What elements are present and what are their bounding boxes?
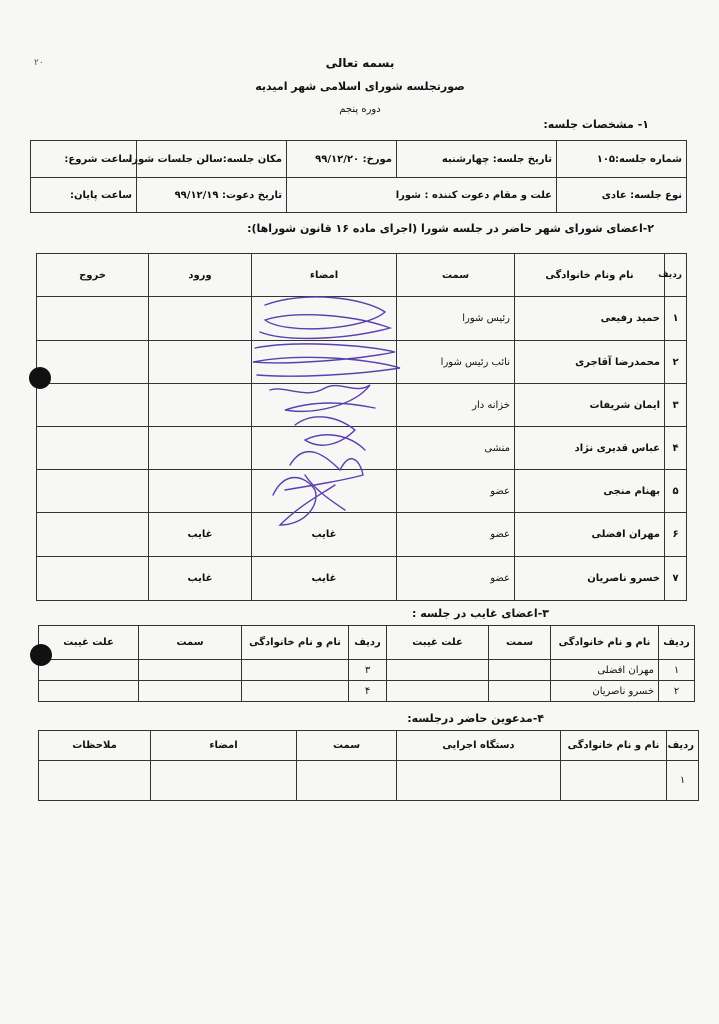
- attendee-row-num: ۱: [665, 297, 687, 341]
- attendees-header-name: نام ونام خانوادگی: [515, 254, 665, 297]
- invitees-table: [38, 730, 699, 801]
- invitee-cell: [39, 761, 151, 801]
- attendee-exit: [37, 557, 149, 601]
- attendee-name: محمدرضا آقاجری: [515, 341, 665, 384]
- attendee-role: منشی: [397, 427, 515, 470]
- section3-title: ۳-اعضای غایب در جلسه :: [411, 607, 549, 620]
- absentees-header-name-2: نام و نام خانوادگی: [242, 626, 349, 660]
- invitee-cell: [397, 761, 561, 801]
- attendee-name: حمید رفیعی: [515, 297, 665, 341]
- attendee-entry: [149, 470, 252, 513]
- attendee-exit: [37, 513, 149, 557]
- absentees-header-name: نام و نام خانوادگی: [551, 626, 659, 660]
- invitee-cell: ۱: [667, 761, 699, 801]
- absentee-cell: [387, 681, 489, 702]
- absentee-cell: [39, 681, 139, 702]
- attendee-name: ایمان شریفات: [515, 384, 665, 427]
- attendee-row-num: ۶: [665, 513, 687, 557]
- invitee-cell: [151, 761, 297, 801]
- attendee-row-num: ۲: [665, 341, 687, 384]
- invitees-header-notes: ملاحظات: [39, 731, 151, 761]
- attendees-header-role: سمت: [397, 254, 515, 297]
- session-location: مکان جلسه:سالن جلسات شورا: [137, 141, 287, 178]
- invitees-header-agency: دستگاه اجرایی: [397, 731, 561, 761]
- section4-title: ۴-مدعوین حاضر درجلسه:: [407, 712, 544, 725]
- invitee-row: [39, 761, 699, 801]
- attendee-sign: غایب: [252, 557, 397, 601]
- attendee-role: عضو: [397, 513, 515, 557]
- margin-mark: ٢٠: [34, 58, 44, 68]
- absentees-table: [38, 625, 695, 702]
- bismillah: بسمه تعالی: [325, 56, 395, 70]
- invitee-cell: [297, 761, 397, 801]
- invitees-header-name: نام و نام خانوادگی: [561, 731, 667, 761]
- attendee-role: عضو: [397, 470, 515, 513]
- term-label: دوره پنجم: [339, 104, 381, 115]
- attendee-name: بهنام منجی: [515, 470, 665, 513]
- absentees-header-role: سمت: [489, 626, 551, 660]
- invitees-header-sign: امضاء: [151, 731, 297, 761]
- handwritten-signatures: [245, 290, 405, 540]
- absentees-header-reason: علت غیبت: [387, 626, 489, 660]
- attendee-exit: [37, 384, 149, 427]
- absentee-cell: خسرو ناصریان: [551, 681, 659, 702]
- attendees-header-exit: خروج: [37, 254, 149, 297]
- invitee-cell: [561, 761, 667, 801]
- attendee-name: خسرو ناصریان: [515, 557, 665, 601]
- attendee-sign: غایب: [252, 513, 397, 557]
- attendee-exit: [37, 341, 149, 384]
- absentee-cell: ۳: [349, 660, 387, 681]
- attendee-name: مهران افضلی: [515, 513, 665, 557]
- attendee-role: نائب رئیس شورا: [397, 341, 515, 384]
- absentee-cell: ۲: [659, 681, 695, 702]
- absentees-header-row-num-2: ردیف: [349, 626, 387, 660]
- absentee-cell: [242, 660, 349, 681]
- attendee-row: [37, 557, 687, 601]
- attendees-header-row-num: ردیف: [665, 254, 687, 297]
- invite-date: تاریخ دعوت: ۹۹/۱۲/۱۹: [137, 178, 287, 213]
- session-inviter: علت و مقام دعوت کننده : شورا: [287, 178, 557, 213]
- absentee-row: [39, 681, 695, 702]
- absentee-cell: [139, 681, 242, 702]
- document-title: صورتجلسه شورای اسلامی شهر امیدیه: [255, 80, 465, 93]
- section1-title: ۱- مشخصات جلسه:: [543, 118, 649, 131]
- absentee-cell: [242, 681, 349, 702]
- attendee-entry: [149, 384, 252, 427]
- session-date: تاریخ جلسه: چهارشنبه: [397, 141, 557, 178]
- session-type: نوع جلسه: عادی: [557, 178, 687, 213]
- attendee-row-num: ۴: [665, 427, 687, 470]
- attendee-entry: [149, 427, 252, 470]
- punch-hole: [30, 644, 52, 666]
- attendee-role: رئیس شورا: [397, 297, 515, 341]
- attendee-row-num: ۷: [665, 557, 687, 601]
- section2-title: ۲-اعضای شورای شهر حاضر در جلسه شورا (اجرای ماده ۱۶ قانون شوراها):: [247, 222, 654, 235]
- attendees-header-entry: ورود: [149, 254, 252, 297]
- attendee-exit: [37, 470, 149, 513]
- attendee-entry: [149, 297, 252, 341]
- attendee-row-num: ۵: [665, 470, 687, 513]
- attendee-exit: [37, 297, 149, 341]
- session-number: شماره جلسه:۱۰۵: [557, 141, 687, 178]
- absentee-row: [39, 660, 695, 681]
- absentee-cell: [39, 660, 139, 681]
- attendee-entry: غایب: [149, 557, 252, 601]
- attendee-entry: [149, 341, 252, 384]
- punch-hole: [29, 367, 51, 389]
- invitees-header-role: سمت: [297, 731, 397, 761]
- absentees-header-role-2: سمت: [139, 626, 242, 660]
- attendee-role: عضو: [397, 557, 515, 601]
- start-time: ساعت شروع:: [31, 141, 137, 178]
- invitees-header-row-num: ردیف: [667, 731, 699, 761]
- absentee-cell: مهران افضلی: [551, 660, 659, 681]
- absentee-cell: [489, 681, 551, 702]
- absentees-header-row-num: ردیف: [659, 626, 695, 660]
- session-dated: مورخ: ۹۹/۱۲/۲۰: [287, 141, 397, 178]
- absentee-cell: ۱: [659, 660, 695, 681]
- attendees-header-sign: امضاء: [252, 254, 397, 297]
- attendee-exit: [37, 427, 149, 470]
- absentee-cell: ۴: [349, 681, 387, 702]
- absentees-header-reason-2: علت غیبت: [39, 626, 139, 660]
- absentee-cell: [489, 660, 551, 681]
- absentee-cell: [139, 660, 242, 681]
- end-time: ساعت پایان:: [31, 178, 137, 213]
- absentee-cell: [387, 660, 489, 681]
- attendee-entry: غایب: [149, 513, 252, 557]
- attendee-row-num: ۳: [665, 384, 687, 427]
- session-info-table: [30, 140, 687, 213]
- attendee-role: خزانه دار: [397, 384, 515, 427]
- attendee-name: عباس قدیری نژاد: [515, 427, 665, 470]
